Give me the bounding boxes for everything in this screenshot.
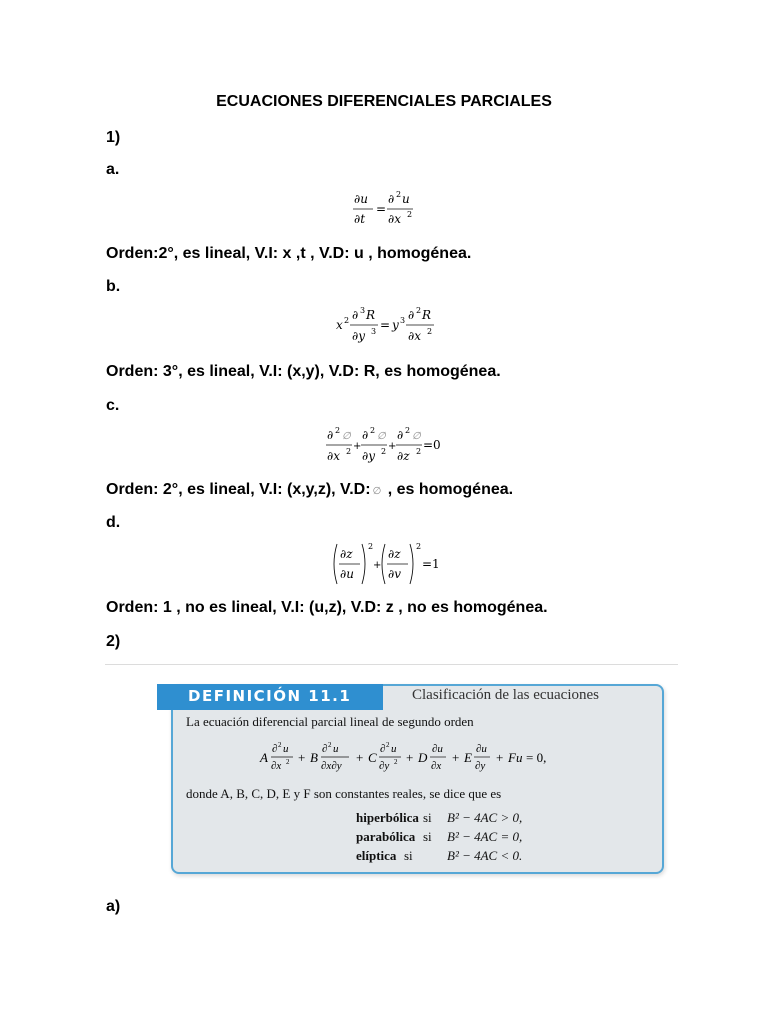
svg-text:y: y: [392, 318, 399, 332]
class-rel-parabolic: B² − 4AC = 0,: [447, 829, 523, 844]
svg-text:∂: ∂: [322, 743, 328, 755]
svg-text:∂x: ∂x: [271, 760, 282, 772]
class-rel-elliptic: B² − 4AC < 0.: [447, 848, 523, 863]
svg-text:∂: ∂: [408, 308, 415, 322]
svg-text:∂u: ∂u: [340, 567, 354, 581]
item-c-description: [106, 481, 513, 499]
page-title: ECUACIONES DIFERENCIALES PARCIALES: [216, 93, 552, 110]
svg-text:∅: ∅: [377, 431, 386, 442]
svg-text:3: 3: [371, 327, 377, 336]
item-c-description-tail: , es homogénea.: [383, 481, 514, 498]
svg-text:∂y: ∂y: [362, 449, 375, 463]
svg-text:∂: ∂: [380, 743, 386, 755]
svg-text:R: R: [366, 308, 376, 322]
svg-text:2: 2: [396, 190, 402, 199]
svg-text:+: +: [298, 750, 306, 765]
svg-text:2: 2: [416, 447, 422, 456]
class-term-parabolic: parabólica: [356, 829, 416, 844]
class-si-hyperbolic: si: [423, 810, 432, 825]
class-si-elliptic: si: [404, 848, 413, 863]
svg-text:2: 2: [346, 447, 352, 456]
subsection-a-label: a): [106, 898, 121, 915]
divider: [105, 664, 678, 665]
item-d-label: d.: [106, 514, 121, 531]
equation-b: [334, 304, 444, 350]
svg-text:+: +: [452, 750, 460, 765]
svg-text:∂: ∂: [352, 308, 359, 322]
svg-text:∂x: ∂x: [388, 212, 401, 226]
svg-text:∂y: ∂y: [379, 760, 390, 772]
svg-text:2: 2: [407, 210, 413, 219]
svg-text:∂: ∂: [397, 428, 404, 442]
section-1-label: 1): [106, 129, 121, 146]
svg-text:2: 2: [368, 542, 374, 551]
svg-text:∂z: ∂z: [397, 449, 410, 463]
item-b-label: b.: [106, 278, 121, 295]
svg-text:∂x∂y: ∂x∂y: [321, 760, 342, 772]
svg-text:∂z: ∂z: [340, 547, 353, 561]
definition-header-text: DEFINICIÓN 11.1: [188, 687, 352, 705]
svg-text:u: u: [283, 743, 289, 755]
svg-text:=0: =0: [423, 438, 441, 452]
svg-text:∅: ∅: [412, 431, 421, 442]
svg-text:∂: ∂: [388, 192, 395, 206]
svg-text:3: 3: [400, 316, 406, 325]
svg-text:∂: ∂: [327, 428, 334, 442]
definition-intro: La ecuación diferencial parcial lineal de segundo orden: [186, 714, 474, 729]
svg-text:2: 2: [286, 758, 290, 766]
item-b-description: Orden: 3°, es lineal, V.I: (x,y), V.D: R, es homogénea.: [106, 363, 501, 380]
svg-text:∂: ∂: [362, 428, 369, 442]
svg-text:2: 2: [405, 426, 411, 435]
section-2-label: 2): [106, 633, 121, 650]
svg-text:∂u: ∂u: [432, 743, 443, 755]
svg-text:Fu: Fu: [508, 750, 523, 765]
svg-text:E: E: [464, 750, 472, 765]
definition-box: [171, 684, 664, 874]
svg-text:=1: =1: [422, 557, 440, 571]
svg-text:=: =: [380, 318, 391, 332]
equation-d: [330, 540, 450, 590]
svg-text:3: 3: [360, 306, 366, 315]
svg-text:2: 2: [416, 306, 422, 315]
svg-text:+: +: [406, 750, 414, 765]
item-d-description: Orden: 1 , no es lineal, V.I: (u,z), V.D: z , no es homogénea.: [106, 599, 548, 616]
svg-text:∅: ∅: [342, 431, 351, 442]
equation-a: [350, 188, 430, 232]
svg-text:D: D: [418, 750, 428, 765]
svg-text:2: 2: [344, 316, 350, 325]
svg-text:∂t: ∂t: [354, 212, 366, 226]
svg-text:2: 2: [381, 447, 387, 456]
item-a-label: a.: [106, 161, 120, 178]
class-si-parabolic: si: [423, 829, 432, 844]
class-term-hyperbolic: hiperbólica: [356, 810, 419, 825]
svg-text:2: 2: [386, 741, 390, 749]
svg-text:C: C: [368, 750, 377, 765]
svg-text:A: A: [260, 750, 268, 765]
svg-text:∂u: ∂u: [354, 192, 368, 206]
item-c-label: c.: [106, 397, 120, 414]
svg-text:2: 2: [370, 426, 376, 435]
svg-text:∂u: ∂u: [476, 743, 487, 755]
svg-text:∂v: ∂v: [388, 567, 401, 581]
svg-text:2: 2: [278, 741, 282, 749]
svg-text:2: 2: [335, 426, 341, 435]
svg-text:2: 2: [427, 327, 433, 336]
definition-condition: donde A, B, C, D, E y F son constantes reales, se dice que es: [186, 786, 502, 801]
class-term-elliptic: elíptica: [356, 848, 397, 863]
svg-text:u: u: [402, 192, 410, 206]
item-c-description-text: Orden: 2°, es lineal, V.I: (x,y,z), V.D:: [106, 481, 371, 498]
svg-text:=: =: [376, 202, 387, 216]
svg-text:∂: ∂: [272, 743, 278, 755]
svg-text:+: +: [353, 441, 362, 452]
svg-text:2: 2: [328, 741, 332, 749]
svg-text:2: 2: [394, 758, 398, 766]
svg-text:R: R: [422, 308, 432, 322]
varphi-symbol: ∅: [372, 486, 382, 497]
svg-text:x: x: [336, 318, 343, 332]
svg-text:+: +: [388, 441, 397, 452]
definition-header: [157, 684, 383, 710]
class-rel-hyperbolic: B² − 4AC > 0,: [447, 810, 523, 825]
svg-text:B: B: [310, 750, 318, 765]
svg-text:u: u: [333, 743, 339, 755]
svg-text:2: 2: [416, 542, 422, 551]
svg-text:∂y: ∂y: [352, 329, 365, 343]
svg-text:∂x: ∂x: [408, 329, 421, 343]
svg-text:+: +: [356, 750, 364, 765]
svg-text:u: u: [391, 743, 397, 755]
definition-title: Clasificación de las ecuaciones: [412, 687, 600, 703]
svg-text:+: +: [373, 560, 382, 571]
svg-text:∂y: ∂y: [475, 760, 486, 772]
equation-c: [323, 422, 453, 470]
svg-text:= 0,: = 0,: [526, 750, 547, 765]
svg-text:∂z: ∂z: [388, 547, 401, 561]
item-a-description: Orden:2°, es lineal, V.I: x ,t , V.D: u , homogénea.: [106, 245, 472, 262]
svg-text:∂x: ∂x: [327, 449, 340, 463]
definition-equation: [258, 738, 578, 778]
svg-text:+: +: [496, 750, 504, 765]
svg-text:∂x: ∂x: [431, 760, 442, 772]
